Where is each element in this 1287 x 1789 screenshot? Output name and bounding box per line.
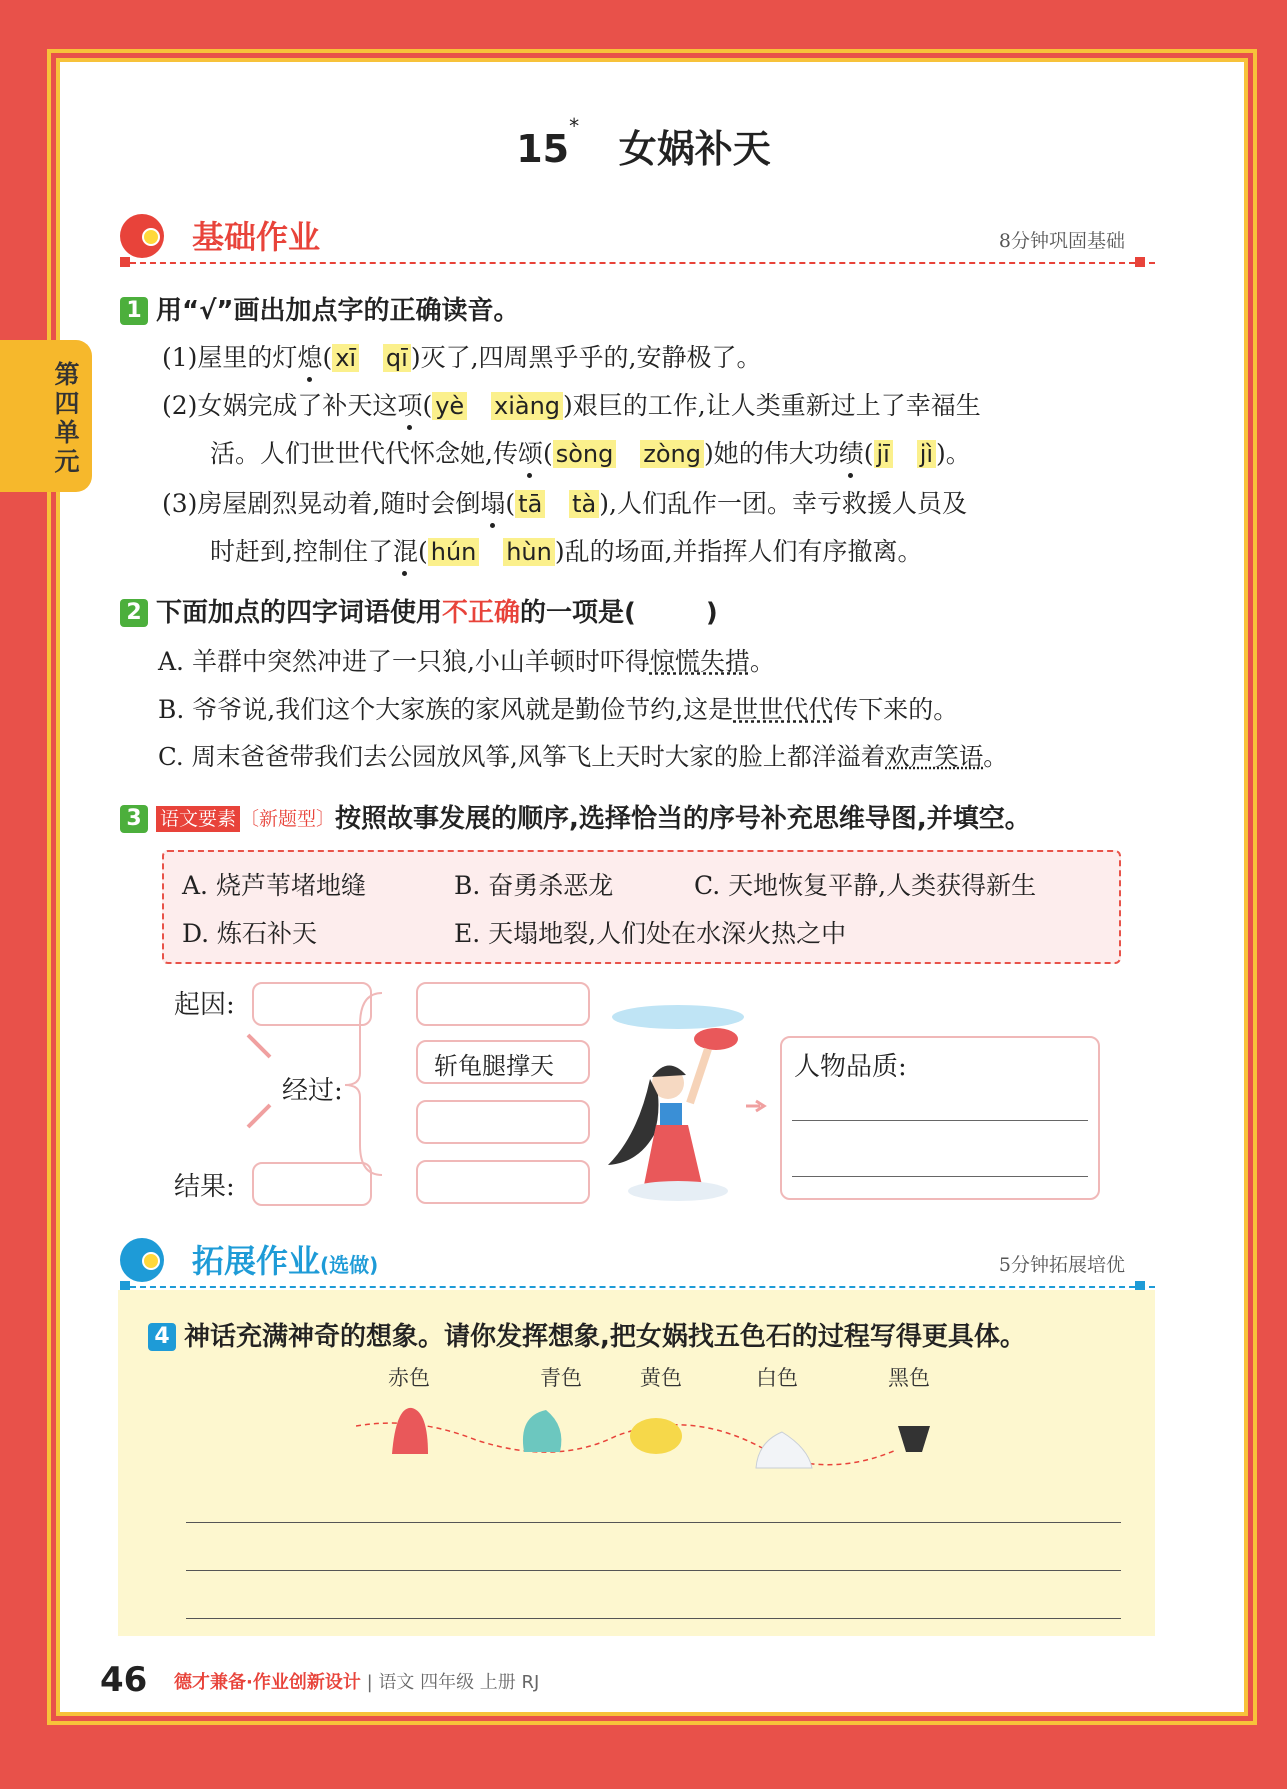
- writing-line-2[interactable]: [186, 1570, 1121, 1571]
- section-basic-title: 基础作业: [192, 218, 321, 256]
- lesson-title: 15* 女娲补天: [516, 114, 771, 171]
- process-label: 经过:: [282, 1076, 343, 1106]
- character-quality-box: [780, 1036, 1100, 1200]
- section-basic-header: [120, 208, 1155, 268]
- five-color-stones: [356, 1396, 946, 1486]
- pinyin-option[interactable]: zòng: [640, 440, 704, 468]
- q1-line-2: (2)女娲完成了补天这项( yè xiàng )艰巨的工作,让人类重新过上了幸福生: [162, 391, 981, 420]
- q2-option-a: A. 羊群中突然冲进了一只狼,小山羊顿时吓得惊慌失措。: [158, 647, 775, 676]
- pinyin-option[interactable]: jī: [874, 440, 893, 468]
- q2-option-b: B. 爷爷说,我们这个大家族的家风就是勤俭节约,这是世世代代传下来的。: [158, 695, 959, 724]
- question-3: 3 语文要素 〔新题型〕按照故事发展的顺序,选择恰当的序号补充思维导图,并填空。: [120, 798, 1031, 835]
- pinyin-option[interactable]: xī: [332, 344, 359, 372]
- pinyin-option[interactable]: tā: [515, 490, 545, 518]
- q1-line-4: (3)房屋剧烈晃动着,随时会倒塌( tā tà ),人们乱作一团。幸亏救援人员及: [162, 489, 967, 518]
- page-number: 46: [100, 1660, 148, 1700]
- section-basic-note: 8分钟巩固基础: [998, 230, 1125, 252]
- bulb-icon: [120, 214, 164, 258]
- quality-line-1[interactable]: [792, 1120, 1088, 1121]
- pinyin-option[interactable]: hùn: [503, 538, 555, 566]
- footer-info: 德才兼备·作业创新设计 | 语文 四年级 上册 RJ: [174, 1672, 540, 1693]
- q2-option-c: C. 周末爸爸带我们去公园放风筝,风筝飞上天时大家的脸上都洋溢着欢声笑语。: [158, 742, 1008, 771]
- q1-line-5: 时赶到,控制住了混( hún hùn )乱的场面,并指挥人们有序撤离。: [210, 537, 923, 566]
- stone-label-yellow: 黄色: [640, 1366, 682, 1390]
- pinyin-option[interactable]: xiàng: [491, 392, 563, 420]
- stone-label-cyan: 青色: [540, 1366, 582, 1390]
- result-label: 结果:: [174, 1172, 235, 1202]
- bulb-icon: [120, 1238, 164, 1282]
- options-box: A. 烧芦苇堵地缝 B. 奋勇杀恶龙 C. 天地恢复平静,人类获得新生 D. 炼石补天 E. 天塌地裂,人们处在水深火热之中: [162, 850, 1121, 964]
- question-2: 2 下面加点的四字词语使用不正确的一项是( ): [120, 592, 718, 629]
- writing-line-1[interactable]: [186, 1522, 1121, 1523]
- pinyin-option[interactable]: hún: [428, 538, 480, 566]
- arrow-icon: [744, 1098, 770, 1114]
- process-box-3[interactable]: [416, 1100, 590, 1144]
- section-extension-header: [120, 1232, 1155, 1292]
- stone-label-white: 白色: [756, 1366, 798, 1390]
- q1-line-1: (1)屋里的灯熄( xī qī )灭了,四周黑乎乎的,安静极了。: [162, 343, 762, 372]
- tag-badge: 语文要素: [156, 806, 240, 832]
- pinyin-option[interactable]: yè: [432, 392, 467, 420]
- stone-label-red: 赤色: [388, 1366, 430, 1390]
- stone-label-black: 黑色: [888, 1366, 930, 1390]
- pinyin-option[interactable]: sòng: [553, 440, 617, 468]
- process-box-2: 斩龟腿撑天: [416, 1040, 590, 1084]
- cause-label: 起因:: [174, 990, 235, 1020]
- mind-map-connectors: [240, 985, 420, 1195]
- nuwa-illustration: [598, 995, 768, 1205]
- section-extension-title: 拓展作业(选做): [192, 1242, 379, 1280]
- pinyin-option[interactable]: qī: [383, 344, 411, 372]
- question-4: 4 神话充满神奇的想象。请你发挥想象,把女娲找五色石的过程写得更具体。: [148, 1316, 1026, 1353]
- process-box-4[interactable]: [416, 1160, 590, 1204]
- pinyin-option[interactable]: jì: [917, 440, 936, 468]
- writing-line-3[interactable]: [186, 1618, 1121, 1619]
- quality-label: 人物品质:: [794, 1052, 907, 1082]
- q1-line-3: 活。人们世世代代怀念她,传颂( sòng zòng )她的伟大功绩( jī jì )。: [210, 439, 971, 468]
- quality-line-2[interactable]: [792, 1176, 1088, 1177]
- section-extension-note: 5分钟拓展培优: [998, 1254, 1125, 1276]
- pinyin-option[interactable]: tà: [569, 490, 599, 518]
- process-box-1[interactable]: [416, 982, 590, 1026]
- question-1: 1 用“√”画出加点字的正确读音。: [120, 290, 520, 327]
- unit-tab: 第四单元: [0, 340, 92, 492]
